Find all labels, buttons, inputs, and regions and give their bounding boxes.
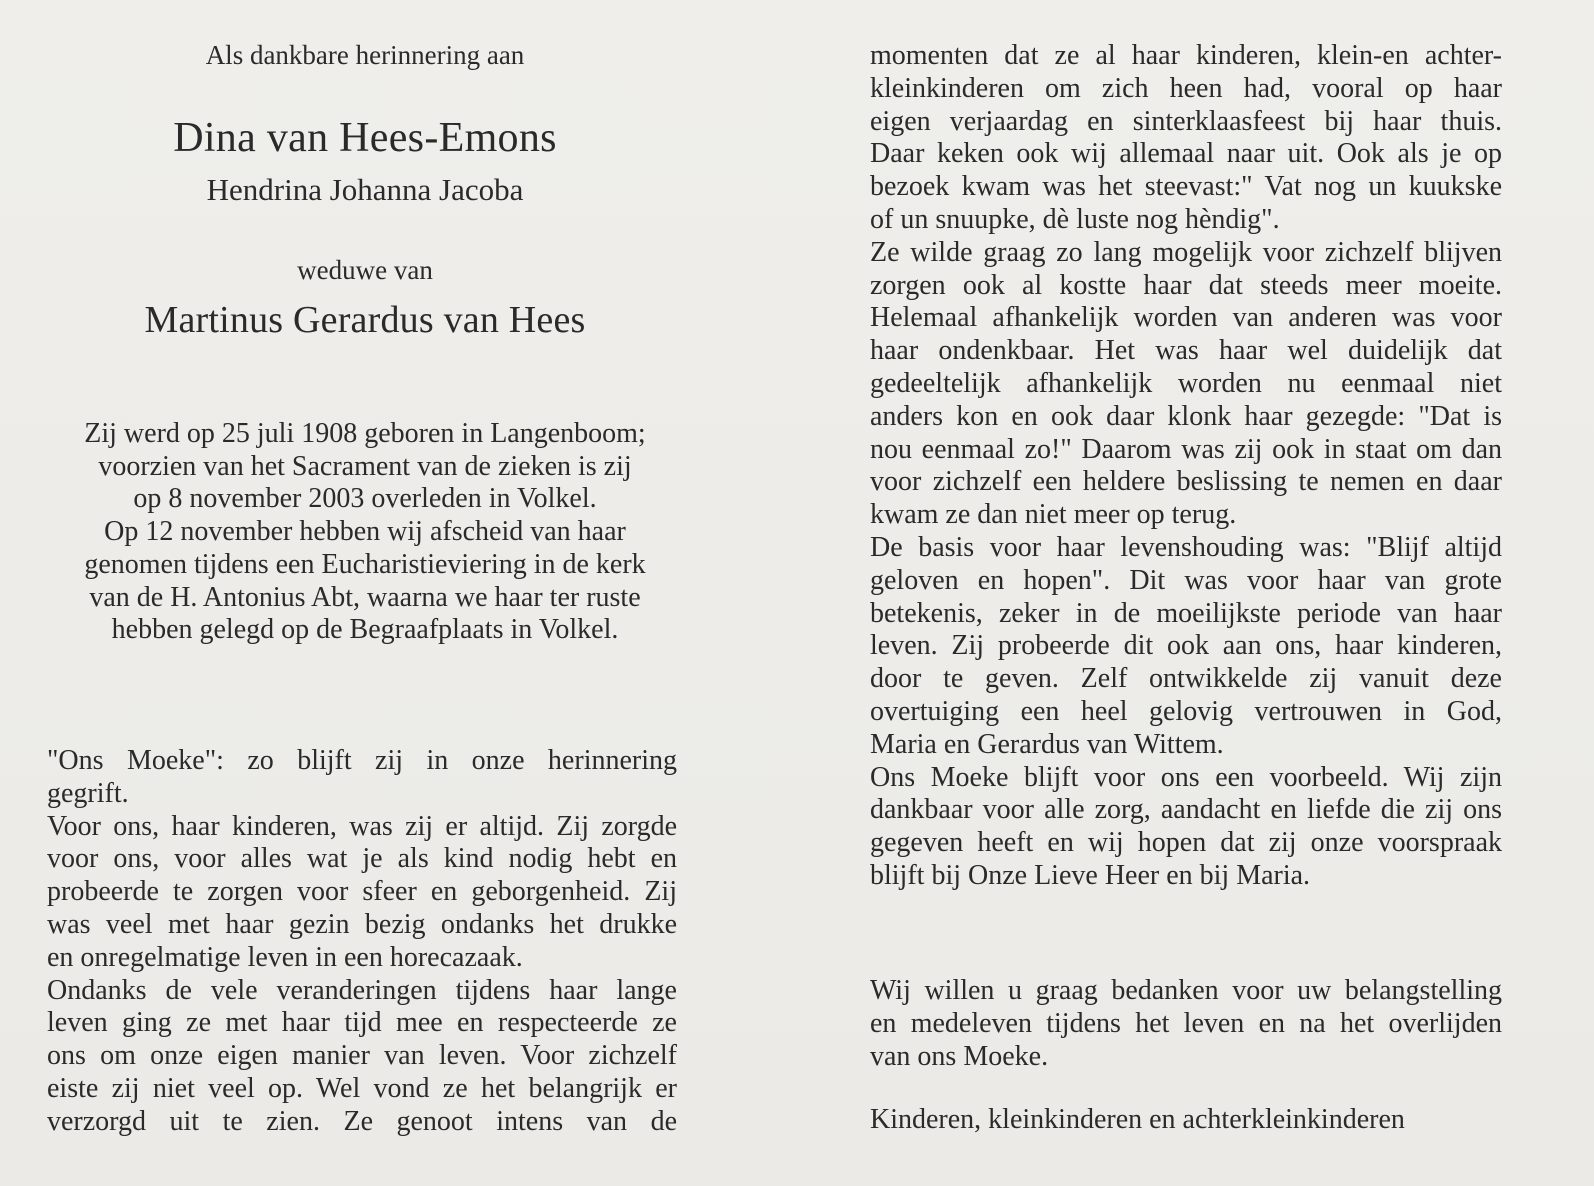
text-line: anders kon en ook daar klonk haar gezegde: "Dat is xyxy=(870,400,1502,432)
text-line: bezoek kwam was het steevast:" Vat nog un kuukske xyxy=(870,171,1502,203)
text-line: Ze wilde graag zo lang mogelijk voor zichzelf blijven xyxy=(870,236,1502,268)
intro-line: Als dankbare herinnering aan xyxy=(205,40,525,70)
spouse-name: Martinus Gerardus van Hees xyxy=(144,299,586,341)
right-page xyxy=(870,0,1510,1186)
text-line: verzorgd uit te zien. Ze genoot intens van de xyxy=(47,1105,677,1137)
text-line: gegeven heeft en wij hopen dat zij onze voorspraak xyxy=(870,827,1502,859)
text-line: De basis voor haar levenshouding was: "Blijf altijd xyxy=(870,531,1502,563)
text-line: leven. Zij probeerde dit ook aan ons, haar kinderen, xyxy=(870,630,1502,662)
text-line: zorgen ook al kostte haar dat steeds meer moeite. xyxy=(870,269,1502,301)
text-line: Voor ons, haar kinderen, was zij er altijd. Zij zorgde xyxy=(47,810,677,842)
text-line: voor ons, voor alles wat je als kind nodig hebt en xyxy=(47,843,677,875)
text-line: kwam ze dan niet meer op terug. xyxy=(870,499,1237,531)
tribute-text-left xyxy=(47,745,677,1139)
thanks-line: van ons Moeke. xyxy=(870,1040,1049,1072)
details-line: op 8 november 2003 overleden in Volkel. xyxy=(133,483,597,515)
text-line: ons om onze eigen manier van leven. Voor zichzelf xyxy=(47,1040,677,1072)
text-line: geloven en hopen". Dit was voor haar van grote xyxy=(870,564,1502,596)
text-line: dankbaar voor alle zorg, aandacht en liefde die zij ons xyxy=(870,794,1502,826)
text-line: en onregelmatige leven in een horecazaak. xyxy=(47,941,523,973)
text-line: momenten dat ze al haar kinderen, klein-en achter- xyxy=(870,40,1502,71)
text-line: eiste zij niet veel op. Wel vond ze het belangrijk er xyxy=(47,1072,677,1104)
text-line: blijft bij Onze Lieve Heer en bij Maria. xyxy=(870,859,1311,891)
signoff: Kinderen, kleinkinderen en achterkleinkinderen xyxy=(870,1104,1405,1135)
text-line: leven ging ze met haar tijd mee en respecteerde ze xyxy=(47,1007,677,1039)
text-line: gedeeltelijk afhankelijk worden nu eenmaal niet xyxy=(870,367,1502,399)
text-line: door te geven. Zelf ontwikkelde zij vanuit deze xyxy=(870,663,1502,695)
text-line: nou eenmaal zo!" Daarom was zij ook in staat om dan xyxy=(870,433,1502,465)
widow-of-line: weduwe van xyxy=(297,255,433,285)
thanks-line: Wij willen u graag bedanken voor uw belangstelling xyxy=(870,975,1502,1006)
text-line: voor zichzelf een heldere beslissing te nemen en daar xyxy=(870,466,1502,498)
details-line: genomen tijdens een Eucharistieviering in de kerk xyxy=(84,548,646,580)
text-line: betekenis, zeker in de moeilijkste periode van haar xyxy=(870,597,1502,629)
details-line: Op 12 november hebben wij afscheid van haar xyxy=(104,516,626,548)
text-line: overtuiging een heel gelovig vertrouwen in God, xyxy=(870,695,1502,727)
text-line: gegrift. xyxy=(47,777,129,809)
text-line: Maria en Gerardus van Wittem. xyxy=(870,728,1224,760)
thanks-text xyxy=(870,975,1502,1073)
text-line: eigen verjaardag en sinterklaasfeest bij haar thuis. xyxy=(870,105,1502,137)
left-page xyxy=(0,0,730,1186)
text-line: "Ons Moeke": zo blijft zij in onze herinnering xyxy=(47,745,677,776)
tribute-text-right xyxy=(870,40,1502,893)
thanks-line: en medeleven tijdens het leven en na het overlijden xyxy=(870,1007,1502,1039)
deceased-name: Dina van Hees-Emons xyxy=(173,115,557,161)
text-line: Daar keken ook wij allemaal naar uit. Ook als je op xyxy=(870,138,1502,170)
text-line: kleinkinderen om zich heen had, vooral op haar xyxy=(870,72,1502,104)
text-line: probeerde te zorgen voor sfeer en geborgenheid. Zij xyxy=(47,876,677,908)
birth-death-details xyxy=(0,418,730,647)
details-line: hebben gelegd op de Begraafplaats in Volkel. xyxy=(111,614,619,646)
text-line: haar ondenkbaar. Het was haar wel duidelijk dat xyxy=(870,335,1502,367)
text-line: of un snuupke, dè luste nog hèndig". xyxy=(870,203,1280,235)
given-names: Hendrina Johanna Jacoba xyxy=(206,172,524,207)
details-line: van de H. Antonius Abt, waarna we haar ter ruste xyxy=(89,581,641,613)
details-line: voorzien van het Sacrament van de zieken is zij xyxy=(98,450,632,482)
text-line: Ons Moeke blijft voor ons een voorbeeld. Wij zijn xyxy=(870,761,1502,793)
text-line: was veel met haar gezin bezig ondanks het drukke xyxy=(47,908,677,940)
details-line: Zij werd op 25 juli 1908 geboren in Langenboom; xyxy=(84,418,646,449)
text-line: Helemaal afhankelijk worden van anderen was voor xyxy=(870,302,1502,334)
text-line: Ondanks de vele veranderingen tijdens haar lange xyxy=(47,974,677,1006)
